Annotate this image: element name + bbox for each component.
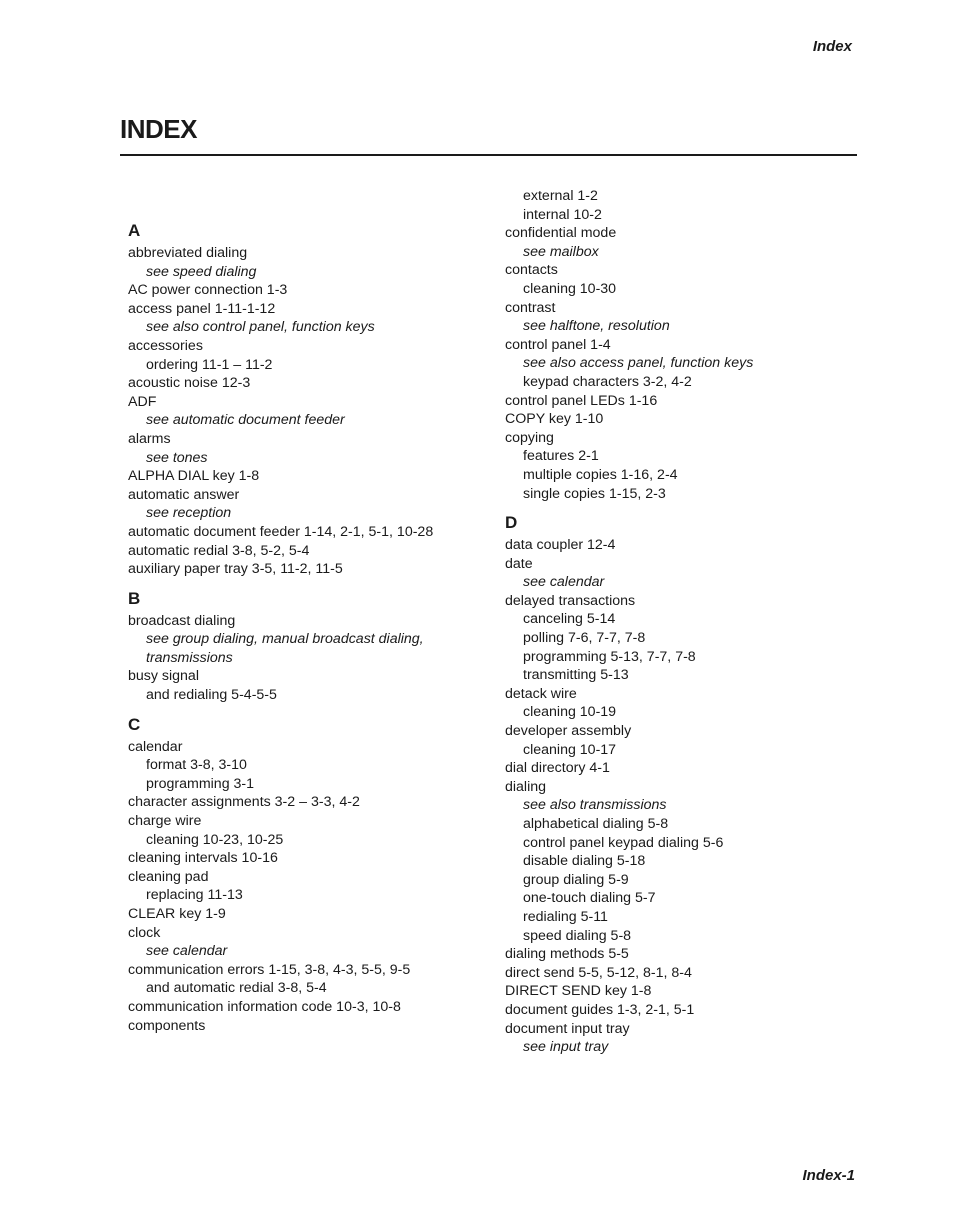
index-subentry: see automatic document feeder	[146, 412, 345, 429]
index-entry: CLEAR key 1-9	[128, 906, 226, 922]
index-subentry: programming 5-13, 7-7, 7-8	[523, 648, 696, 665]
index-entry: DIRECT SEND key 1-8	[505, 983, 652, 1000]
index-subentry: see calendar	[523, 574, 605, 591]
index-entry: ALPHA DIAL key 1-8	[128, 468, 260, 485]
index-column-right	[505, 187, 875, 1057]
index-entry: dialing	[505, 778, 547, 795]
index-subentry: and redialing 5-4-5-5	[146, 687, 277, 704]
section-letter: C	[128, 714, 141, 734]
index-subentry: see also control panel, function keys	[146, 319, 375, 336]
index-subentry: redialing 5-11	[523, 908, 608, 925]
section-letter: B	[128, 588, 141, 608]
index-subentry: external 1-2	[523, 188, 598, 204]
page-folio: Index-1	[802, 1167, 855, 1184]
index-entry: broadcast dialing	[128, 612, 236, 629]
index-subentry: multiple copies 1-16, 2-4	[523, 466, 678, 483]
index-entry: ADF	[128, 393, 157, 410]
index-entry: AC power connection 1-3	[128, 282, 288, 299]
index-subentry: see tones	[146, 449, 208, 466]
index-entry: clock	[128, 924, 161, 941]
index-entry: control panel 1-4	[505, 336, 611, 353]
index-entry: dialing methods 5-5	[505, 946, 629, 963]
index-entry: control panel LEDs 1-16	[505, 392, 658, 409]
index-subentry: canceling 5-14	[523, 611, 616, 628]
index-subentry: transmissions	[146, 649, 233, 666]
index-entry: automatic document feeder 1-14, 2-1, 5-1, 10-28	[128, 523, 434, 540]
index-entry: detack wire	[505, 685, 577, 702]
index-entry: acoustic noise 12-3	[128, 375, 251, 392]
index-entry: accessories	[128, 337, 203, 354]
index-subentry: see group dialing, manual broadcast dialing,	[146, 631, 424, 648]
index-entry: access panel 1-11-1-12	[128, 300, 276, 317]
index-entry: auxiliary paper tray 3-5, 11-2, 11-5	[128, 561, 343, 578]
page-title: INDEX	[120, 114, 197, 144]
index-entry: alarms	[128, 430, 171, 447]
index-subentry: one-touch dialing 5-7	[523, 890, 656, 907]
index-entry: copying	[505, 429, 554, 446]
index-entry: delayed transactions	[505, 592, 636, 609]
index-entry: COPY key 1-10	[505, 411, 604, 428]
index-subentry: ordering 11-1 – 11-2	[146, 356, 273, 373]
index-entry: communication information code 10-3, 10-8	[128, 998, 401, 1015]
index-subentry: single copies 1-15, 2-3	[523, 485, 666, 502]
index-subentry: keypad characters 3-2, 4-2	[523, 373, 692, 390]
index-subentry: programming 3-1	[146, 775, 255, 792]
index-entry: charge wire	[128, 813, 202, 830]
index-subentry: speed dialing 5-8	[523, 927, 632, 944]
index-subentry: cleaning 10-30	[523, 280, 617, 297]
index-subentry: see also access panel, function keys	[523, 355, 754, 372]
index-entry: automatic redial 3-8, 5-2, 5-4	[128, 542, 310, 559]
index-subentry: see reception	[146, 505, 232, 522]
index-subentry: cleaning 10-17	[523, 741, 617, 758]
index-subentry: alphabetical dialing 5-8	[523, 816, 669, 832]
index-entry: busy signal	[128, 668, 199, 685]
index-entry: data coupler 12-4	[505, 537, 616, 554]
index-subentry: see input tray	[523, 1039, 609, 1056]
index-column-left	[128, 222, 498, 1035]
index-entry: abbreviated dialing	[128, 245, 248, 261]
index-entry: dial directory 4-1	[505, 760, 610, 777]
index-entry: contacts	[505, 262, 558, 279]
index-subentry: see also transmissions	[523, 797, 667, 814]
index-entry: document guides 1-3, 2-1, 5-1	[505, 1001, 695, 1018]
index-subentry: polling 7-6, 7-7, 7-8	[523, 630, 646, 647]
index-subentry: format 3-8, 3-10	[146, 757, 247, 774]
index-entry: contrast	[505, 299, 556, 316]
index-subentry: features 2-1	[523, 448, 599, 465]
index-entry: communication errors 1-15, 3-8, 4-3, 5-5, 9-5	[128, 961, 411, 978]
index-entry: confidential mode	[505, 225, 617, 242]
index-entry: document input tray	[505, 1020, 630, 1037]
index-subentry: control panel keypad dialing 5-6	[523, 834, 724, 851]
index-subentry: see mailbox	[523, 243, 599, 260]
index-entry: calendar	[128, 738, 183, 755]
title-rule	[120, 154, 857, 156]
index-entry: direct send 5-5, 5-12, 8-1, 8-4	[505, 964, 692, 981]
index-subentry: see halftone, resolution	[523, 318, 670, 335]
index-subentry: cleaning 10-19	[523, 704, 617, 721]
index-entry: character assignments 3-2 – 3-3, 4-2	[128, 794, 360, 811]
index-entry: automatic answer	[128, 486, 240, 503]
index-entry: cleaning pad	[128, 868, 209, 885]
section-letter: A	[128, 221, 141, 240]
index-entry: cleaning intervals 10-16	[128, 850, 278, 867]
section-letter: D	[505, 513, 518, 533]
index-subentry: replacing 11-13	[146, 887, 243, 904]
index-entry: developer assembly	[505, 723, 632, 740]
index-entry: components	[128, 1017, 206, 1034]
index-subentry: internal 10-2	[523, 206, 602, 223]
index-subentry: see calendar	[146, 943, 228, 960]
index-subentry: and automatic redial 3-8, 5-4	[146, 980, 327, 997]
index-subentry: disable dialing 5-18	[523, 853, 646, 870]
index-subentry: cleaning 10-23, 10-25	[146, 831, 284, 848]
index-subentry: transmitting 5-13	[523, 667, 629, 684]
index-entry: date	[505, 555, 533, 572]
index-subentry: group dialing 5-9	[523, 871, 629, 888]
index-subentry: see speed dialing	[146, 263, 257, 280]
running-head: Index	[812, 38, 852, 55]
